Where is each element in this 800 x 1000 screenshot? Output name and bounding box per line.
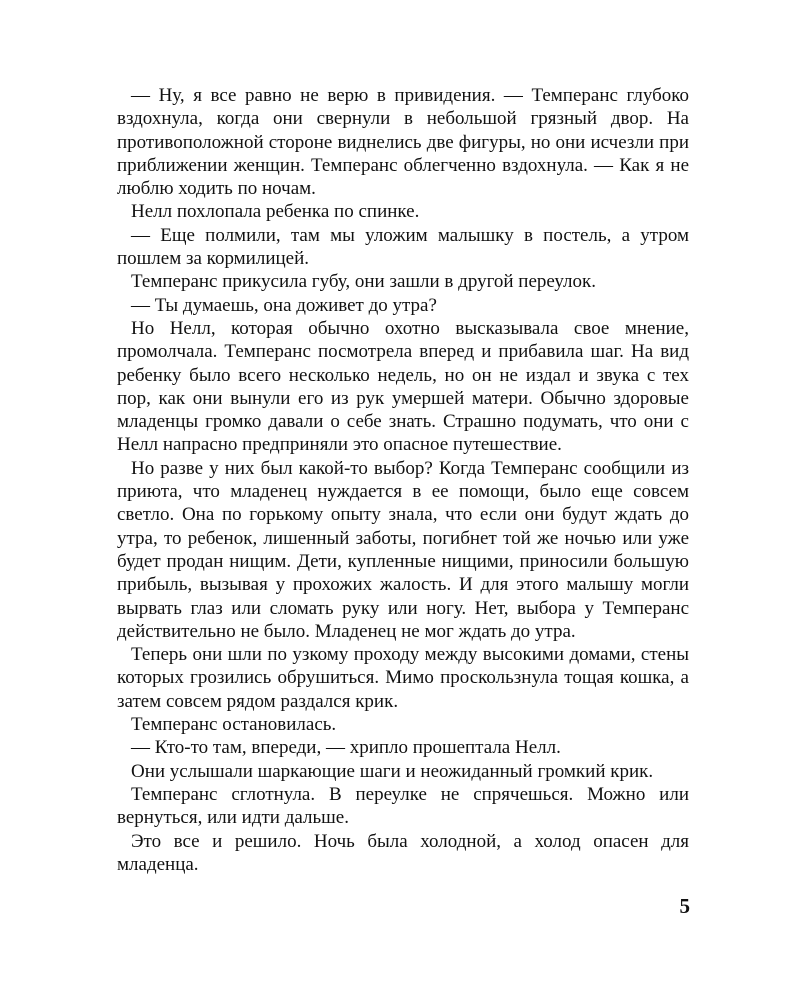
paragraph-3: — Еще полмили, там мы уложим малышку в постель, а утром пошлем за кормилицей. [117,224,689,270]
paragraph-5: — Ты думаешь, она доживет до утра? [131,294,437,316]
paragraph-4: Темперанс прикусила губу, они зашли в другой переулок. [131,271,596,293]
paragraph-7: Но разве у них был какой-то выбор? Когда Темперанс сообщили из приюта, что младенец нуждается в ее помощи, было еще совсем светло. Она по горькому опыту знала, что если они будут ждать до утра, то ребенок, лишенный заботы, погибнет той же ночью или уже будет продан нищим. Дети, купленные нищими, приносили большую прибыль, вызывая у прохожих жалость. И для этого малышу могли вырвать глаз или сломать руку или ногу. Нет, выбора у Темперанс действительно не было. Младенец не мог ждать до утра. [117,457,689,642]
page-number: 5 [679,894,690,918]
body-text [117,84,689,876]
paragraph-6: Но Нелл, которая обычно охотно высказывала свое мнение, промолчала. Темперанс посмотрела вперед и прибавила шаг. На вид ребенку было всего несколько недель, но он не издал и звука с тех пор, как они вынули его из рук умершей матери. Обычно здоровые младенцы громко давали о себе знать. Страшно подумать, что они с Нелл напрасно предприняли это опасное путешествие. [117,317,689,456]
paragraph-2: Нелл похлопала ребенка по спинке. [131,201,420,223]
paragraph-8: Теперь они шли по узкому проходу между высокими домами, стены которых грозились обрушиться. Мимо проскользнула тощая кошка, а затем совсем рядом раздался крик. [117,644,689,712]
paragraph-11: Они услышали шаркающие шаги и неожиданный громкий крик. [131,760,654,782]
paragraph-9: Темперанс остановилась. [131,714,337,736]
paragraph-1: — Ну, я все равно не верю в привидения. — Темперанс глубоко вздохнула, когда они свернули в небольшой грязный двор. На противоположной стороне виднелись две фигуры, но они исчезли при приближении женщин. Темперанс облегченно вздохнула. — Как я не люблю ходить по ночам. [117,85,689,200]
paragraph-13: Это все и решило. Ночь была холодной, а холод опасен для младенца. [117,830,689,875]
paragraph-12: Темперанс сглотнула. В переулке не спрячешься. Можно или вернуться, или идти дальше. [117,783,689,829]
paragraph-10: — Кто-то там, впереди, — хрипло прошептала Нелл. [131,737,561,759]
